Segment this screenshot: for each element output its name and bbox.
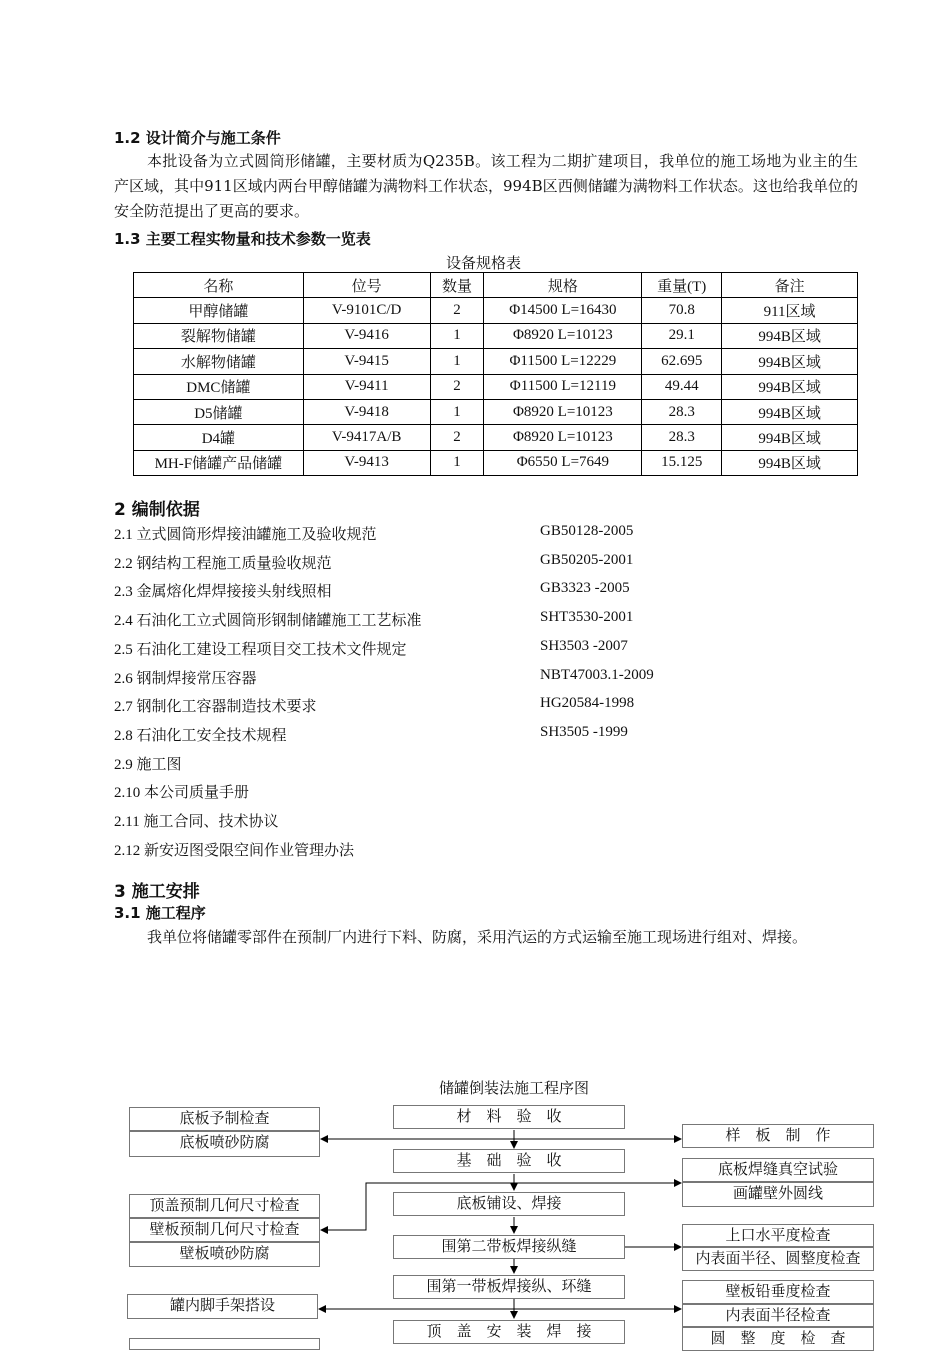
table-cell: 29.1 xyxy=(642,323,722,348)
reference-title: 2.11 施工合同、技术协议 xyxy=(114,814,279,830)
table-cell: 994B区域 xyxy=(722,349,858,374)
table-cell: 1 xyxy=(430,349,484,374)
table-cell: 15.125 xyxy=(642,450,722,475)
table-header-cell: 重量(T) xyxy=(642,273,722,298)
flow-right-verticality-check: 壁板铅垂度检查 xyxy=(682,1280,874,1304)
section-2-heading: 2 编制依据 xyxy=(114,500,200,520)
flow-left-partial-box xyxy=(129,1338,320,1350)
table-cell: 裂解物储罐 xyxy=(134,323,304,348)
reference-standard-code: NBT47003.1-2009 xyxy=(540,666,654,683)
reference-title: 2.6 钢制焊接常压容器 xyxy=(114,670,257,687)
flow-right-template-making: 样 板 制 作 xyxy=(682,1124,874,1148)
section-1-2-paragraph: 本批设备为立式圆筒形储罐，主要材质为Q235B。该工程为二期扩建项目，我单位的施工场地为业主的生产区域，其中911区域内两台甲醇储罐为满物料工作状态，994B区西侧储罐为满物料工作状态。这也给我单位的安全防范提出了更高的要求。 xyxy=(114,152,858,220)
table-cell: Φ8920 L=10123 xyxy=(484,425,642,450)
table-cell: 1 xyxy=(430,399,484,424)
flow-right-vacuum-test: 底板焊缝真空试验 xyxy=(682,1158,874,1182)
table-cell: Φ8920 L=10123 xyxy=(484,399,642,424)
reference-standard-code: SH3503 -2007 xyxy=(540,637,628,654)
table-cell: Φ6550 L=7649 xyxy=(484,450,642,475)
table-cell: D5储罐 xyxy=(134,399,304,424)
flow-right-radius-check: 内表面半径检查 xyxy=(682,1304,874,1327)
table-cell: 28.3 xyxy=(642,425,722,450)
table-cell: Φ11500 L=12229 xyxy=(484,349,642,374)
reference-standard-code: GB3323 -2005 xyxy=(540,580,630,597)
flowchart-title: 储罐倒装法施工程序图 xyxy=(439,1079,590,1097)
table-cell: 49.44 xyxy=(642,374,722,399)
flow-left-wall-dimension-check: 壁板预制几何尺寸检查 xyxy=(129,1218,320,1242)
table-header-cell: 名称 xyxy=(134,273,304,298)
flow-step-second-course: 围第二带板焊接纵缝 xyxy=(393,1235,625,1259)
section-3-heading: 3 施工安排 xyxy=(114,882,200,902)
table-cell: 994B区域 xyxy=(722,450,858,475)
reference-standard-code: SHT3530-2001 xyxy=(540,609,634,626)
table-cell: V-9417A/B xyxy=(303,425,430,450)
table-cell: 28.3 xyxy=(642,399,722,424)
reference-title: 2.3 金属熔化焊焊接接头射线照相 xyxy=(114,584,332,601)
flow-right-level-check: 上口水平度检查 xyxy=(682,1224,874,1247)
table-cell: 甲醇储罐 xyxy=(134,298,304,323)
table-cell: MH-F储罐产品储罐 xyxy=(134,450,304,475)
table-cell: 70.8 xyxy=(642,298,722,323)
table-header-cell: 位号 xyxy=(303,273,430,298)
flow-left-roof-dimension-check: 顶盖预制几何尺寸检查 xyxy=(129,1194,320,1218)
reference-title: 2.4 石油化工立式圆筒形钢制储罐施工工艺标准 xyxy=(114,613,422,630)
table-header-cell: 数量 xyxy=(430,273,484,298)
table-caption: 设备规格表 xyxy=(446,254,522,272)
reference-title: 2.1 立式圆筒形焊接油罐施工及验收规范 xyxy=(114,527,377,543)
table-cell: 2 xyxy=(430,374,484,399)
table-cell: 911区域 xyxy=(722,298,858,323)
flow-step-foundation-inspection: 基 础 验 收 xyxy=(393,1149,625,1173)
reference-title: 2.7 钢制化工容器制造技术要求 xyxy=(114,699,317,716)
table-cell: V-9416 xyxy=(303,323,430,348)
table-cell: 2 xyxy=(430,425,484,450)
table-header-cell: 规格 xyxy=(484,273,642,298)
table-cell: V-9415 xyxy=(303,349,430,374)
flow-left-bottom-prefab-check: 底板予制检查 xyxy=(129,1107,320,1131)
table-cell: 1 xyxy=(430,323,484,348)
table-cell: 994B区域 xyxy=(722,374,858,399)
table-cell: V-9413 xyxy=(303,450,430,475)
table-cell: 2 xyxy=(430,298,484,323)
table-cell: 水解物储罐 xyxy=(134,349,304,374)
section-3-1-heading: 3.1 施工程序 xyxy=(114,904,206,922)
section-1-2-heading: 1.2 设计简介与施工条件 xyxy=(114,129,281,147)
reference-title: 2.12 新安迈图受限空间作业管理办法 xyxy=(114,842,355,859)
reference-title: 2.5 石油化工建设工程项目交工技术文件规定 xyxy=(114,641,407,658)
flow-left-bottom-sandblast: 底板喷砂防腐 xyxy=(129,1131,320,1157)
flow-step-material-inspection: 材 料 验 收 xyxy=(393,1105,625,1129)
flow-step-first-course: 围第一带板焊接纵、环缝 xyxy=(393,1275,625,1299)
table-cell: 994B区域 xyxy=(722,323,858,348)
section-3-1-paragraph: 我单位将储罐零部件在预制厂内进行下料、防腐，采用汽运的方式运输至施工现场进行组对、焊接。 xyxy=(147,928,808,946)
flow-step-roof-installation: 顶 盖 安 装 焊 接 xyxy=(393,1320,625,1344)
table-cell: DMC储罐 xyxy=(134,374,304,399)
table-cell: V-9411 xyxy=(303,374,430,399)
reference-standard-code: GB50128-2005 xyxy=(540,523,634,539)
table-cell: 1 xyxy=(430,450,484,475)
table-cell: Φ11500 L=12119 xyxy=(484,374,642,399)
table-cell: Φ8920 L=10123 xyxy=(484,323,642,348)
table-cell: 994B区域 xyxy=(722,399,858,424)
table-cell: 62.695 xyxy=(642,349,722,374)
table-cell: V-9418 xyxy=(303,399,430,424)
table-cell: 994B区域 xyxy=(722,425,858,450)
reference-standard-code: SH3505 -1999 xyxy=(540,723,628,740)
table-header-cell: 备注 xyxy=(722,273,858,298)
table-cell: D4罐 xyxy=(134,425,304,450)
reference-title: 2.2 钢结构工程施工质量验收规范 xyxy=(114,555,332,572)
flow-right-outer-circle-line: 画罐壁外圆线 xyxy=(682,1182,874,1207)
table-cell: V-9101C/D xyxy=(303,298,430,323)
reference-title: 2.10 本公司质量手册 xyxy=(114,785,250,802)
reference-standard-code: GB50205-2001 xyxy=(540,551,634,568)
flow-right-roundness-check: 圆 整 度 检 查 xyxy=(682,1327,874,1351)
reference-title: 2.8 石油化工安全技术规程 xyxy=(114,727,287,744)
flow-step-bottom-plate-welding: 底板铺设、焊接 xyxy=(393,1192,625,1216)
flow-left-scaffolding: 罐内脚手架搭设 xyxy=(127,1294,318,1319)
flow-right-radius-roundness-check: 内表面半径、圆整度检查 xyxy=(682,1247,874,1271)
flow-left-wall-sandblast: 壁板喷砂防腐 xyxy=(129,1242,320,1267)
section-1-3-heading: 1.3 主要工程实物量和技术参数一览表 xyxy=(114,230,371,248)
reference-title: 2.9 施工图 xyxy=(114,756,182,773)
reference-standard-code: HG20584-1998 xyxy=(540,695,635,712)
table-cell: Φ14500 L=16430 xyxy=(484,298,642,323)
